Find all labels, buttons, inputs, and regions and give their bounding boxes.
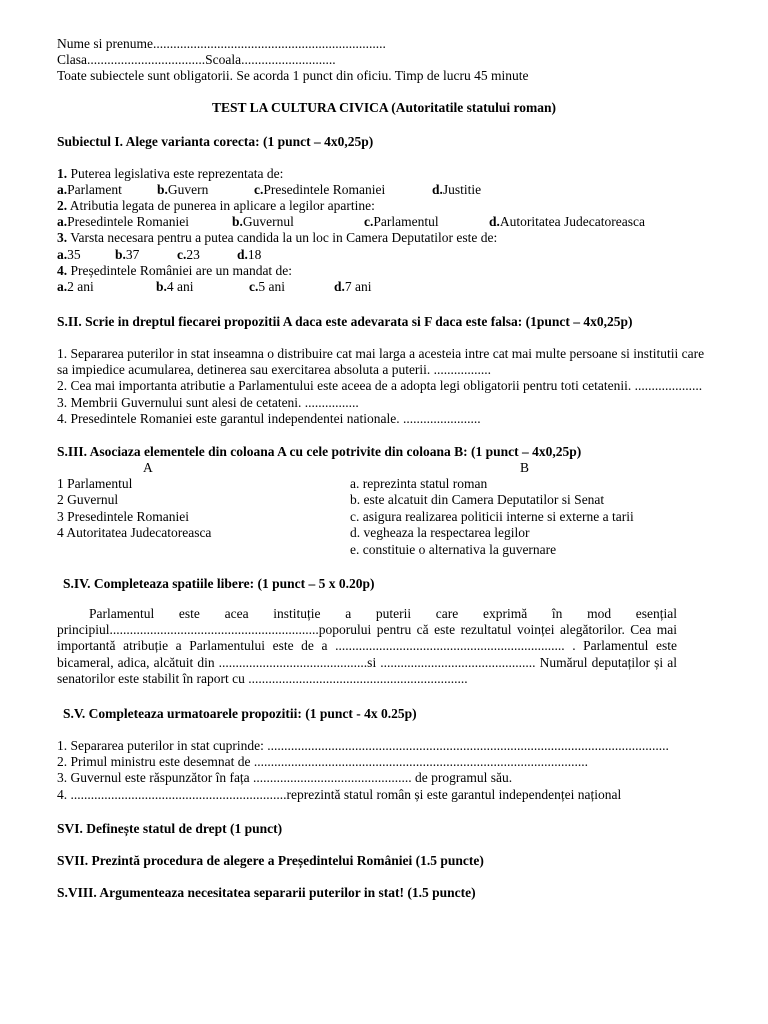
option-a: a. Presedintele Romaniei	[57, 214, 189, 230]
question-2-options	[57, 214, 757, 230]
statement-1-line-1: 1. Separarea puterilor in stat inseamna o distribuire cat mai larga a acesteia intre cat mai multe persoane si institutii care	[57, 346, 705, 361]
option-c: c. 5 ani	[249, 278, 285, 294]
statement-1-line-2: sa impiedice acumularea, detinerea sau exercitarea absoluta a puterii. .................	[57, 362, 492, 378]
question-3: 3. Varsta necesara pentru a putea candida la un loc in Camera Deputatilor este de:	[57, 230, 498, 246]
column-b-label: B	[520, 460, 530, 475]
question-4: 4. Președintele României are un mandat de:	[57, 262, 293, 278]
question-2: 2. Atributia legata de punerea in aplicare a legilor apartine:	[57, 198, 375, 214]
column-a-item: 4 Autoritatea Judecatoreasca	[57, 525, 212, 540]
fill-in-paragraph: Parlamentul este acea instituție a puterii care exprimă în mod esențial principiul..............................................................poporului pentru că este rezultatul voinței alegătorilor. Cea mai importantă atribuție a Parlamentului este de a .................................................................... . Parlamentul este bicameral, adica, alcătuit din ............................................si .............................................. Numărul deputaților și al senatorilor este stabilit în raport cu .................................................................	[57, 606, 677, 686]
option-d: d. 7 ani	[334, 278, 372, 294]
statement-2: 2. Cea mai importanta atributie a Parlamentului este aceea de a adopta legi obligatorii pentru toti cetatenii. ....................	[57, 378, 703, 394]
section-2-items	[57, 346, 704, 427]
class-school-line: Clasa...................................Scoala............................	[57, 52, 336, 67]
option-d: d. Justitie	[432, 182, 482, 198]
question-3-options	[57, 247, 757, 263]
student-name-line: Nume si prenume.....................................................................	[57, 36, 386, 51]
column-b-item: b. este alcatuit din Camera Deputatilor si Senat	[350, 492, 605, 507]
option-a: a. Parlament	[57, 182, 122, 198]
option-a: a. 2 ani	[57, 278, 94, 294]
sentence-4: 4. ................................................................reprezintă statul român și este garantul independenței național	[57, 786, 622, 802]
section-1-questions	[57, 166, 757, 295]
option-d: d. 18	[237, 246, 262, 262]
section-3-heading: S.III. Asociaza elementele din coloana A cu cele potrivite din coloana B: (1 punct – 4x0,25p)	[57, 444, 582, 459]
statement-3: 3. Membrii Guvernului sunt alesi de cetateni. ................	[57, 394, 359, 410]
section-7-heading: SVII. Prezintă procedura de alegere a Președintelui României (1.5 puncte)	[57, 853, 484, 868]
option-b: b. Guvern	[157, 182, 209, 198]
question-4-options	[57, 279, 757, 295]
option-c: c. Parlamentul	[364, 214, 439, 230]
section-1-heading: Subiectul I. Alege varianta corecta: (1 punct – 4x0,25p)	[57, 134, 374, 149]
column-b-item: e. constituie o alternativa la guvernare	[350, 542, 557, 557]
sentence-1: 1. Separarea puterilor in stat cuprinde: .......................................................................................................................	[57, 738, 669, 753]
section-4-heading: S.IV. Completeaza spatiile libere: (1 punct – 5 x 0.20p)	[63, 576, 375, 591]
sentence-3: 3. Guvernul este răspunzător în fața ............................................... de programul său.	[57, 770, 513, 786]
section-4-paragraph	[57, 606, 677, 687]
option-c: c. 23	[177, 246, 200, 262]
question-number: 1.	[57, 166, 68, 181]
option-d: d. Autoritatea Judecatoreasca	[489, 214, 645, 230]
option-b: b. 37	[115, 246, 140, 262]
option-a: a. 35	[57, 246, 81, 262]
sentence-2: 2. Primul ministru este desemnat de ...................................................................................................	[57, 754, 588, 770]
column-a-item: 1 Parlamentul	[57, 476, 133, 491]
column-a-item: 2 Guvernul	[57, 492, 119, 507]
option-b: b. Guvernul	[232, 214, 294, 230]
section-8-heading: S.VIII. Argumenteaza necesitatea separarii puterilor in stat! (1.5 puncte)	[57, 885, 476, 900]
instructions-line: Toate subiectele sunt obligatorii. Se acorda 1 punct din oficiu. Timp de lucru 45 minute	[57, 68, 529, 83]
column-b-item: d. vegheaza la respectarea legilor	[350, 525, 530, 540]
column-a-label: A	[143, 460, 153, 475]
option-b: b. 4 ani	[156, 278, 194, 294]
column-b-item: c. asigura realizarea politicii interne si externe a tarii	[350, 509, 634, 524]
column-b-item: a. reprezinta statul roman	[350, 476, 488, 491]
section-6-heading: SVI. Definește statul de drept (1 punct)	[57, 821, 283, 836]
test-title: TEST LA CULTURA CIVICA (Autoritatile statului roman)	[211, 100, 557, 115]
section-5-items	[57, 738, 669, 803]
question-1-options	[57, 182, 757, 198]
column-a-item: 3 Presedintele Romaniei	[57, 509, 189, 524]
statement-4: 4. Presedintele Romaniei este garantul independentei nationale. .......................	[57, 410, 481, 426]
option-c: c. Presedintele Romaniei	[254, 182, 386, 198]
question-text: Puterea legislativa este reprezentata de:	[67, 166, 284, 181]
section-5-heading: S.V. Completeaza urmatoarele propozitii: (1 punct - 4x 0.25p)	[63, 706, 417, 721]
question-1	[57, 166, 757, 182]
section-2-heading: S.II. Scrie in dreptul fiecarei propozitii A daca este adevarata si F daca este falsa: (1punct – 4x0,25p)	[57, 314, 633, 329]
